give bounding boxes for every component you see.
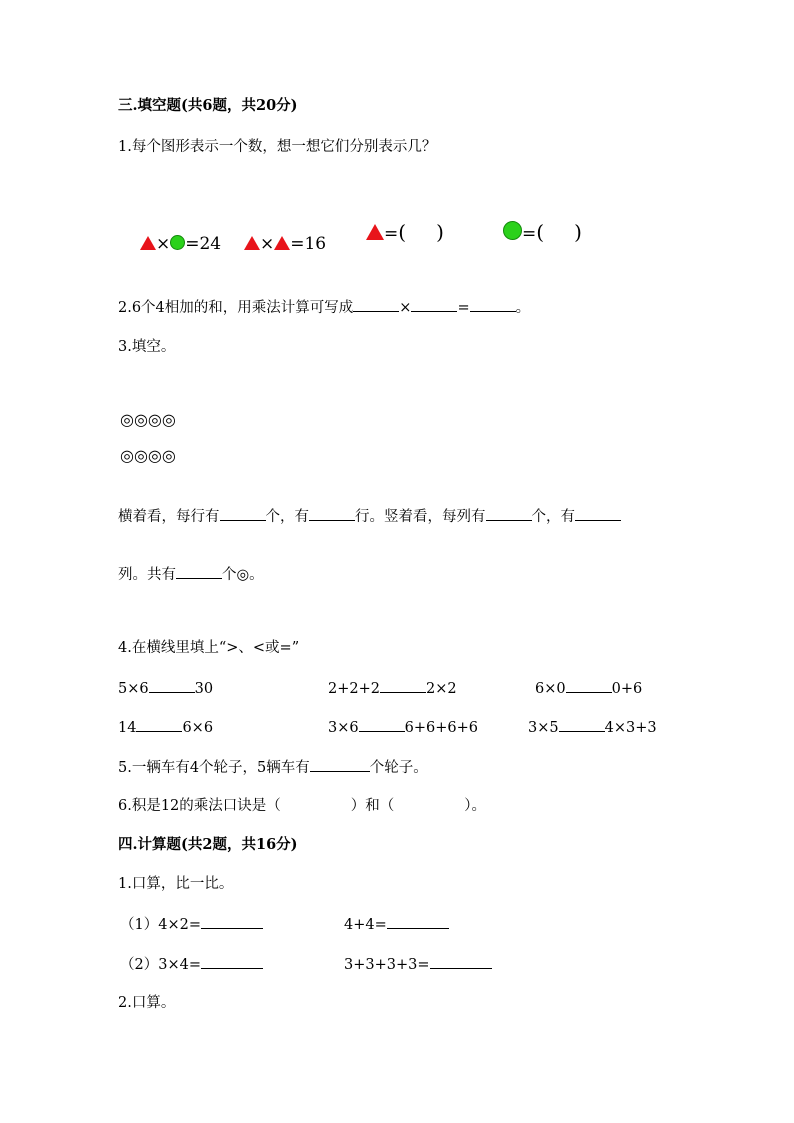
answer-blank[interactable]: [380, 678, 426, 693]
paren-open: (: [398, 220, 407, 244]
q6-prefix: 6.积是12的乘法口诀是（: [118, 798, 281, 814]
answer-blank[interactable]: [411, 297, 457, 312]
q3-part: 个，有: [265, 509, 309, 525]
equals-sign: =: [522, 224, 537, 244]
calc-expression: （2）3×4=: [120, 957, 201, 973]
q4-item: [328, 717, 478, 738]
answer-blank[interactable]: [353, 297, 399, 312]
answer-blank[interactable]: [470, 297, 516, 312]
s4-q1-text: 1.口算，比一比。: [118, 876, 234, 892]
q2-prefix: 2.6个4相加的和，用乘法计算可写成: [118, 300, 354, 316]
calc-item: [344, 914, 449, 935]
answer-blank[interactable]: [486, 506, 532, 521]
q1-equation-2: [244, 233, 326, 255]
q4-item: [118, 678, 213, 699]
calc-expression: （1）4×2=: [120, 917, 201, 933]
q4-item: [118, 717, 213, 738]
paren-open: (: [536, 220, 545, 244]
q4-item: [528, 717, 657, 738]
answer-blank[interactable]: [430, 954, 492, 969]
answer-blank[interactable]: [201, 954, 263, 969]
q6-mid: ）和（: [350, 798, 395, 814]
q4-left: 2+2+2: [328, 681, 380, 697]
eq1-result: =24: [185, 234, 222, 254]
answer-blank[interactable]: [359, 717, 405, 732]
q4-right: 6+6+6+6: [404, 720, 478, 736]
circle-icon: [170, 235, 185, 250]
q6-line: [118, 796, 486, 816]
answer-blank[interactable]: [566, 678, 612, 693]
q1-text: 1.每个图形表示一个数，想一想它们分别表示几？: [118, 139, 437, 155]
answer-blank[interactable]: [309, 506, 355, 521]
calc-expression: 3+3+3+3=: [344, 957, 430, 973]
q3-part: 列。共有: [118, 567, 176, 583]
q3-part: 个◎。: [222, 567, 264, 583]
q2-end: 。: [515, 300, 531, 316]
answer-blank[interactable]: [176, 564, 222, 579]
answer-blank[interactable]: [149, 678, 195, 693]
q3-text: 3.填空。: [118, 339, 176, 355]
calc-item: [120, 954, 263, 975]
q4-right: 2×2: [425, 681, 457, 697]
q3-symbol-row-2: ◎◎◎◎: [120, 446, 176, 465]
times-sign: ×: [399, 300, 412, 316]
q6-suffix: ）。: [464, 798, 487, 814]
q4-left: 3×5: [528, 720, 559, 736]
q4-left: 5×6: [118, 681, 149, 697]
calc-expression: 4+4=: [344, 917, 387, 933]
q5-line: [118, 757, 428, 778]
q3-part: 个，有: [531, 509, 575, 525]
answer-blank[interactable]: [136, 717, 182, 732]
times-sign: ×: [260, 234, 275, 254]
calc-item: [344, 954, 492, 975]
q2-line: [118, 297, 530, 318]
q1-answer-triangle: [366, 221, 444, 245]
section4-title: 四.计算题(共2题，共16分): [118, 836, 298, 853]
triangle-icon: [366, 224, 384, 240]
answer-blank[interactable]: [559, 717, 605, 732]
triangle-icon: [244, 236, 260, 250]
q4-left: 14: [118, 720, 137, 736]
q3-part: 行。竖着看，每列有: [355, 509, 486, 525]
q4-left: 3×6: [328, 720, 359, 736]
s4-q2-text: 2.口算。: [118, 995, 176, 1011]
q3-sentence-1: [118, 506, 621, 527]
q4-text: 4.在横线里填上“>、<或=”: [118, 640, 300, 656]
q3-sentence-2: [118, 564, 264, 585]
q4-right: 4×3+3: [604, 720, 657, 736]
q4-right: 30: [194, 681, 214, 697]
calc-item: [120, 914, 263, 935]
equals-sign: =: [457, 300, 470, 316]
equals-sign: =: [384, 224, 399, 244]
q1-answer-circle: [503, 221, 582, 245]
q5-suffix: 个轮子。: [369, 760, 428, 776]
q4-right: 0+6: [611, 681, 643, 697]
triangle-icon: [274, 236, 290, 250]
answer-blank[interactable]: [575, 506, 621, 521]
q1-equation-1: [140, 233, 221, 255]
q5-prefix: 5.一辆车有4个轮子，5辆车有: [118, 760, 310, 776]
answer-blank[interactable]: [220, 506, 266, 521]
q4-right: 6×6: [182, 720, 214, 736]
q4-item: [328, 678, 457, 699]
q4-item: [535, 678, 642, 699]
eq2-result: =16: [290, 234, 327, 254]
answer-blank[interactable]: [387, 914, 449, 929]
section3-title: 三.填空题(共6题，共20分): [118, 97, 298, 114]
answer-blank[interactable]: [310, 757, 370, 772]
paren-close: ): [436, 220, 444, 244]
paren-close: ): [574, 220, 582, 244]
q3-symbol-row-1: ◎◎◎◎: [120, 410, 176, 429]
triangle-icon: [140, 236, 156, 250]
answer-blank[interactable]: [201, 914, 263, 929]
times-sign: ×: [156, 234, 171, 254]
q4-left: 6×0: [535, 681, 566, 697]
circle-icon: [503, 221, 522, 240]
q3-part: 横着看，每行有: [118, 509, 220, 525]
